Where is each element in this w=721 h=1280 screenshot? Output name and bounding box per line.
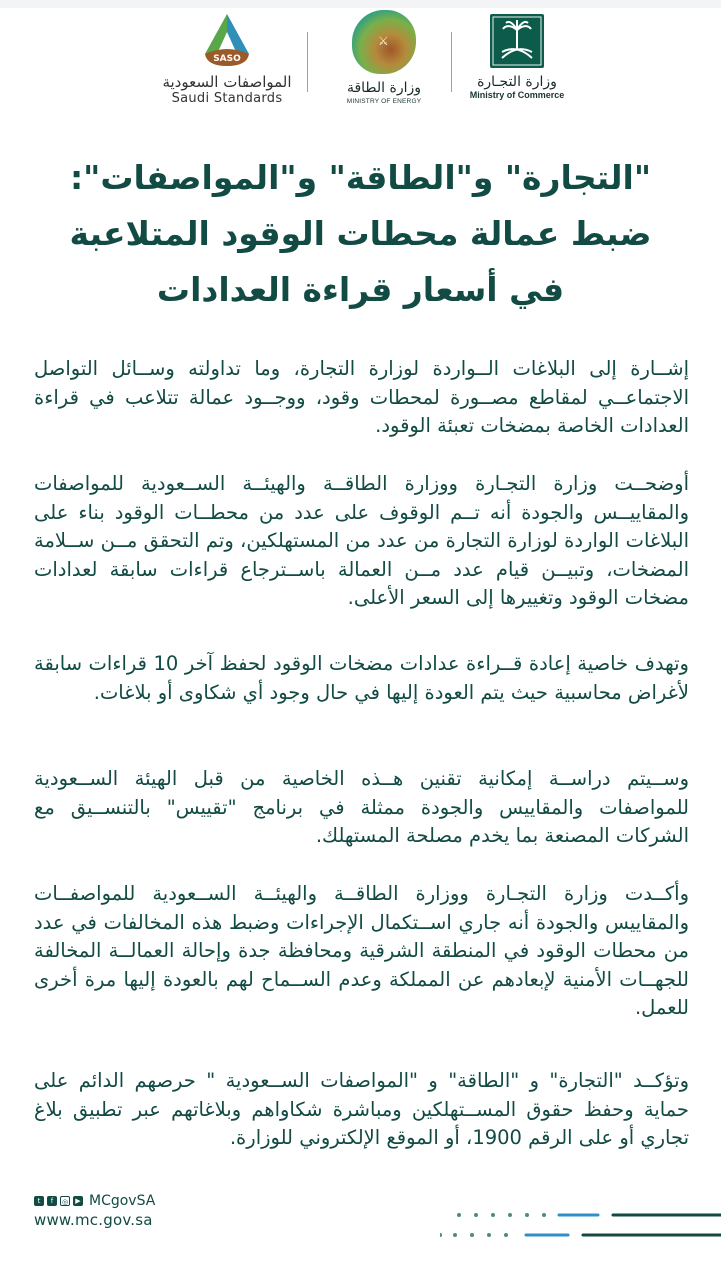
paragraph-2 bbox=[34, 470, 689, 613]
twitter-icon[interactable]: t bbox=[34, 1196, 44, 1206]
saso-arabic-name: المواصفات السعودية bbox=[162, 73, 292, 91]
commerce-english-name: Ministry of Commerce bbox=[469, 90, 565, 100]
logo-divider bbox=[307, 32, 308, 92]
instagram-icon[interactable]: ◎ bbox=[61, 1198, 69, 1206]
saso-english-name: Saudi Standards bbox=[171, 91, 283, 106]
logo-divider bbox=[451, 32, 452, 92]
saudi-standards-logo bbox=[162, 10, 292, 106]
ministry-of-commerce-logo bbox=[462, 10, 572, 101]
social-handle[interactable]: MCgovSA bbox=[89, 1193, 156, 1209]
social-links bbox=[34, 1193, 155, 1209]
footer-contact bbox=[34, 1193, 155, 1229]
youtube-icon[interactable]: ▶ bbox=[73, 1196, 83, 1206]
paragraph-text: إشــارة إلى البلاغات الــواردة لوزارة التجارة، وما تداولته وســائل التواصل الاجتماعــي لمقاطع مصــورة لمحطات وقود، ووجــود عمالة تتلاعب في قراءة العدادات الخاصة بمضخات تعبئة الوقود. bbox=[34, 357, 689, 437]
decoration-dots bbox=[440, 1213, 546, 1237]
saso-triangle-logo-icon bbox=[197, 10, 257, 70]
website-link[interactable]: www.mc.gov.sa bbox=[34, 1211, 153, 1229]
palm-swords-emblem-icon bbox=[490, 14, 544, 68]
paragraph-text: وســيتم دراســة إمكانية تقنين هــذه الخاصية من قبل الهيئة الســعودية للمواصفات والمقاييس والجودة ممثلة في برنامج "تقييس" بالتنســيق مع الشركات المصنعة بما يخدم مصلحة المستهلك. bbox=[34, 767, 689, 847]
ministry-of-energy-logo bbox=[336, 10, 432, 107]
energy-orb-emblem-icon: ⚔ bbox=[352, 10, 416, 74]
paragraph-text: وأكــدت وزارة التجـارة ووزارة الطاقــة والهيئــة الســعودية للمواصفــات والمقاييس والجودة أنه جاري اســتكمال الإجراءات وضبط هذه المخالفات في عدد من محطات الوقود في المنطقة الشرقية ومحافظة جدة وإحالة العمالــة المخالفة للجهــات الأمنية لإبعادهم عن المملكة وعدم الســماح لهم بالعودة إليها مرة أخرى للعمل. bbox=[34, 882, 689, 1019]
paragraph-text: أوضحــت وزارة التجـارة ووزارة الطاقــة والهيئــة الســعودية للمواصفات والمقاييــس والجودة أنه تــم الوقوف على عدد من محطــات الوقود بناء على البلاغات الواردة لوزارة التجارة من عدد من المستهلكين، وتم التحقق مــن ســلامة المضخات، وتبيــن قيام عدد مــن العمالة باســترجاع قراءات سابقة لعدادات مضخات الوقود وتغييرها إلى السعر الأعلى. bbox=[34, 472, 689, 609]
paragraph-text: وتهدف خاصية إعادة قــراءة عدادات مضخات الوقود لحفظ آخر 10 قراءات سابقة لأغراض محاسبية حيث يتم العودة إليها في حال وجود أي شكاوى أو بلاغات. bbox=[34, 652, 689, 704]
paragraph-5 bbox=[34, 880, 689, 1023]
headline bbox=[30, 150, 691, 318]
headline-line: ضبط عمالة محطات الوقود المتلاعبة bbox=[69, 214, 652, 253]
paragraph-3 bbox=[34, 650, 689, 707]
energy-english-name: MINISTRY OF ENERGY bbox=[346, 98, 422, 105]
energy-arabic-name: وزارة الطاقة bbox=[346, 80, 422, 96]
commerce-arabic-name: وزارة التجـارة bbox=[477, 74, 557, 90]
paragraph-6 bbox=[34, 1067, 689, 1153]
top-band bbox=[0, 0, 721, 8]
paragraph-text: وتؤكــد "التجارة" و "الطاقة" و "المواصفات الســعودية " حرصهم الدائم على حماية وحفظ حقوق المســتهلكين ومباشرة شكاواهم وبلاغاتهم عبر تطبيق بلاغ تجاري أو على الرقم 1900، أو الموقع الإلكتروني للوزارة. bbox=[34, 1069, 689, 1149]
headline-line: في أسعار قراءة العدادات bbox=[156, 270, 565, 309]
paragraph-1 bbox=[34, 355, 689, 441]
paragraph-4 bbox=[34, 765, 689, 851]
svg-text:SASO: SASO bbox=[213, 54, 241, 64]
facebook-icon[interactable]: f bbox=[47, 1196, 57, 1206]
header-logos bbox=[0, 10, 721, 115]
footer-decoration bbox=[440, 1200, 721, 1240]
headline-line: "التجارة" و"الطاقة" و"المواصفات": bbox=[69, 158, 652, 197]
